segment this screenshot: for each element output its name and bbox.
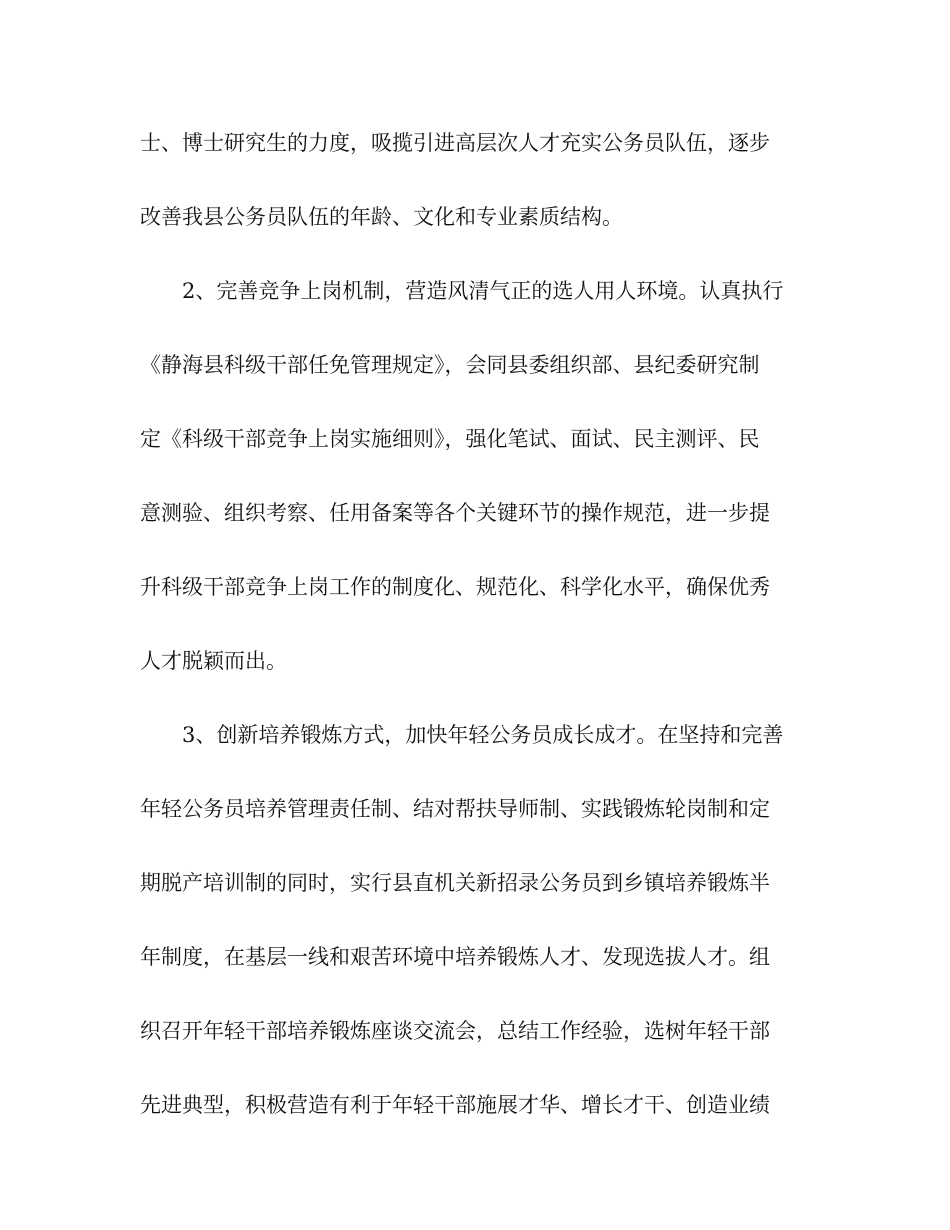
paragraph-start-line: 2、完善竞争上岗机制，营造风清气正的选人用人环境。认真执行 xyxy=(182,279,784,303)
text-line: 士、博士研究生的力度，吸揽引进高层次人才充实公务员队伍，逐步 xyxy=(140,131,770,155)
text-line: 改善我县公务员队伍的年龄、文化和专业素质结构。 xyxy=(140,205,623,229)
text-line: 年轻公务员培养管理责任制、结对帮扶导师制、实践锻炼轮岗制和定 xyxy=(140,797,770,821)
text-line: 先进典型，积极营造有利于年轻干部施展才华、增长才干、创造业绩 xyxy=(140,1093,770,1117)
paragraph-start-line: 3、创新培养锻炼方式，加快年轻公务员成长成才。在坚持和完善 xyxy=(182,723,784,747)
text-line: 期脱产培训制的同时，实行县直机关新招录公务员到乡镇培养锻炼半 xyxy=(140,871,770,895)
text-line: 意测验、组织考察、任用备案等各个关键环节的操作规范，进一步提 xyxy=(140,501,770,525)
text-line: 年制度，在基层一线和艰苦环境中培养锻炼人才、发现选拔人才。组 xyxy=(140,945,770,969)
text-line: 人才脱颖而出。 xyxy=(140,649,287,673)
text-line: 升科级干部竞争上岗工作的制度化、规范化、科学化水平，确保优秀 xyxy=(140,575,770,599)
text-line: 定《科级干部竞争上岗实施细则》，强化笔试、面试、民主测评、民 xyxy=(140,427,760,451)
text-line: 《静海县科级干部任免管理规定》，会同县委组织部、县纪委研究制 xyxy=(140,353,760,377)
text-line: 织召开年轻干部培养锻炼座谈交流会，总结工作经验，选树年轻干部 xyxy=(140,1019,770,1043)
